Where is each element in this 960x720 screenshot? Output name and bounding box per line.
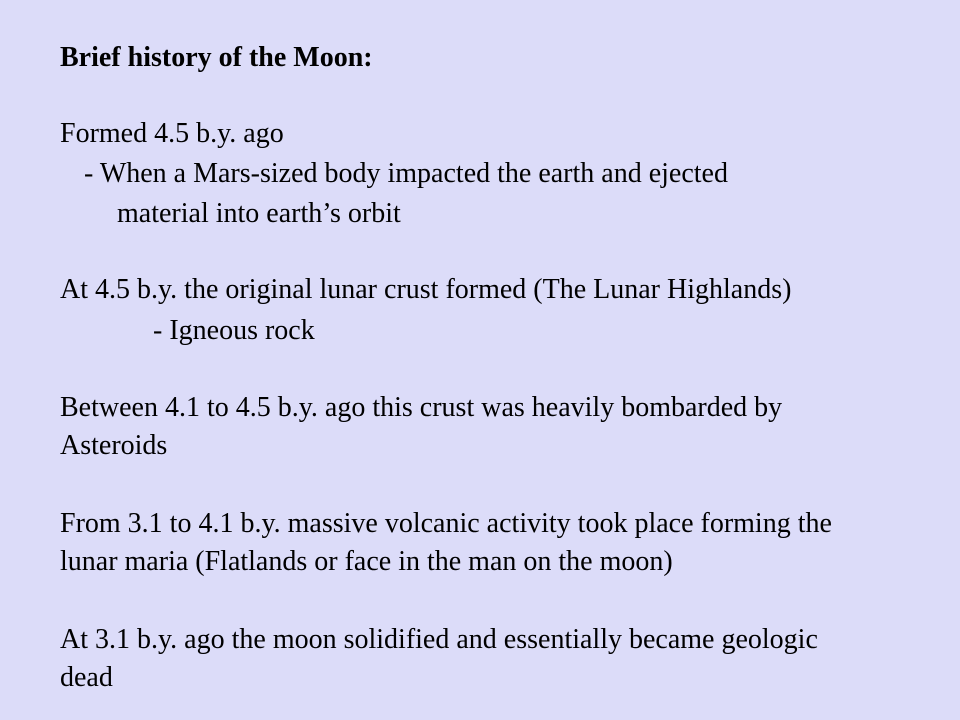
line-bombardment: Between 4.1 to 4.5 b.y. ago this crust was heavily bombarded by: [60, 392, 783, 423]
line-formed: Formed 4.5 b.y. ago: [60, 118, 284, 149]
line-impact-continuation: material into earth’s orbit: [117, 198, 401, 229]
line-igneous-rock-bullet: - Igneous rock: [153, 315, 315, 346]
line-asteroids: Asteroids: [60, 430, 168, 461]
slide-title: Brief history of the Moon:: [60, 42, 373, 73]
line-geologic-dead: dead: [60, 662, 113, 693]
line-original-crust: At 4.5 b.y. the original lunar crust formed (The Lunar Highlands): [60, 274, 792, 305]
line-volcanic-activity: From 3.1 to 4.1 b.y. massive volcanic activity took place forming the: [60, 508, 832, 539]
line-lunar-maria: lunar maria (Flatlands or face in the man on the moon): [60, 546, 673, 577]
line-impact-bullet: - When a Mars-sized body impacted the earth and ejected: [84, 158, 728, 189]
line-solidified: At 3.1 b.y. ago the moon solidified and essentially became geologic: [60, 624, 818, 655]
